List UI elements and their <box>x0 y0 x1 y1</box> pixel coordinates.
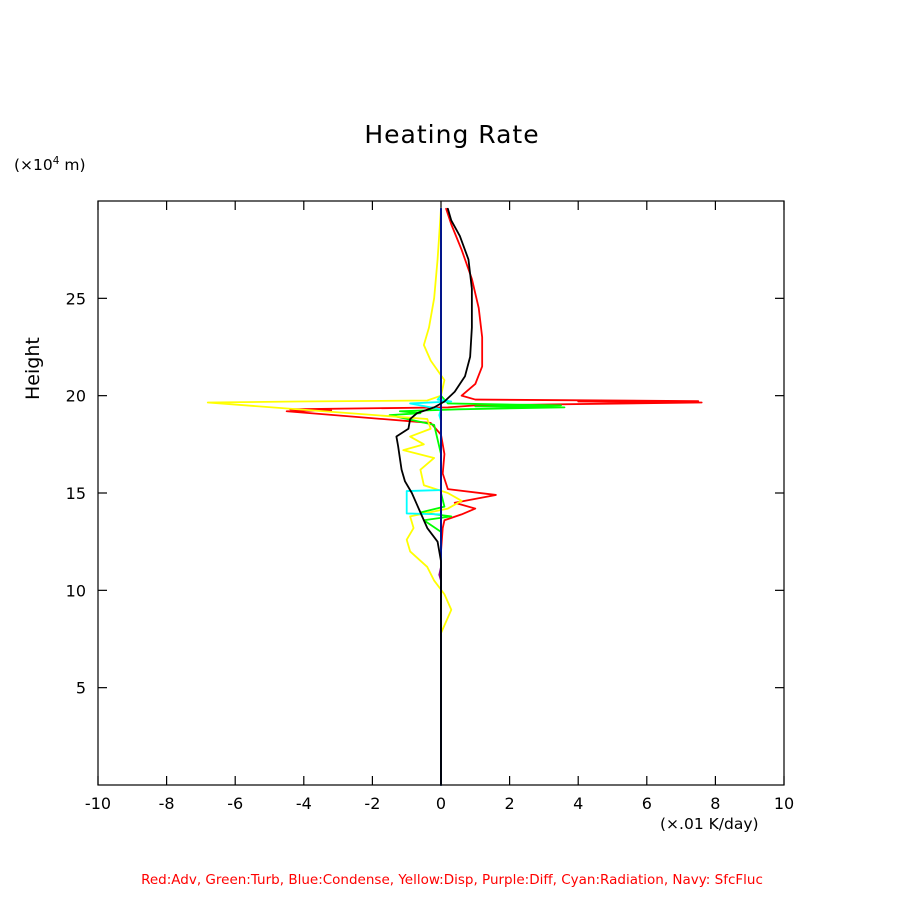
x-axis-label: (×.01 K/day) <box>660 815 759 833</box>
y-axis-units-label: ($\times 10^4$ m) <box>14 155 86 175</box>
x-tick-label: 2 <box>504 794 515 813</box>
y-tick-label: 25 <box>65 289 86 309</box>
y-tick-label: 15 <box>65 484 86 503</box>
y-tick-label: 20 <box>65 386 86 406</box>
x-tick-label: -8 <box>158 794 175 813</box>
x-tick-label: -10 <box>84 794 112 813</box>
y-axis-label: Height <box>22 337 44 400</box>
page-title: Heating Rate <box>364 120 540 149</box>
x-tick-label: 4 <box>573 794 584 813</box>
x-tick-label: 0 <box>435 794 447 813</box>
y-tick-label: 10 <box>65 581 86 601</box>
y-tick-label: 5 <box>75 678 86 698</box>
x-tick-label: -4 <box>295 794 312 813</box>
x-tick-label: -6 <box>227 794 244 813</box>
x-tick-label: 8 <box>710 794 721 813</box>
x-tick-label: -2 <box>364 794 381 813</box>
legend-caption: Red:Adv, Green:Turb, Blue:Condense, Yellow:Disp, Purple:Diff, Cyan:Radiation, Navy: SfcFluc <box>141 872 763 888</box>
x-tick-label: 10 <box>773 794 795 813</box>
x-tick-label: 6 <box>641 794 652 813</box>
